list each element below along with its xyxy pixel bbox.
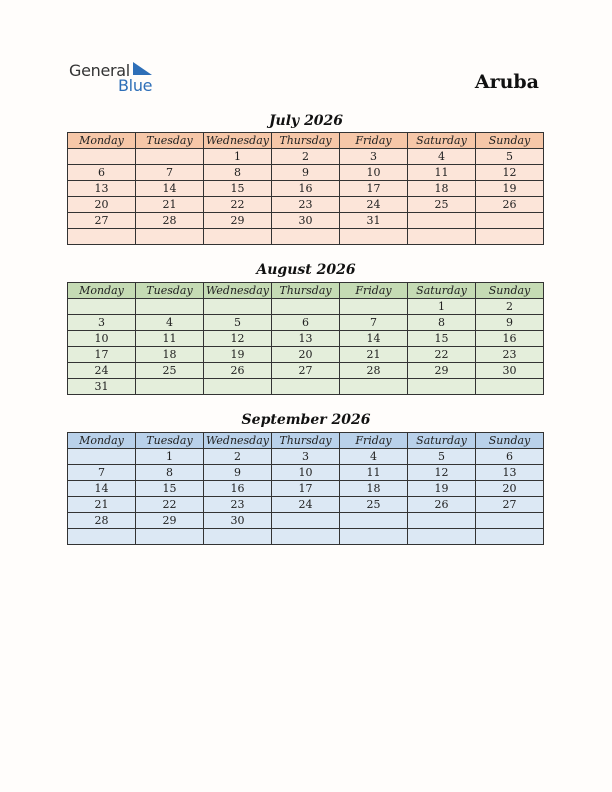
weekday-header: Sunday — [476, 283, 544, 299]
week-row — [68, 465, 544, 481]
day-cell: 18 — [408, 181, 476, 197]
weekday-header: Thursday — [272, 133, 340, 149]
day-cell: 20 — [476, 481, 544, 497]
day-cell: 3 — [272, 449, 340, 465]
day-cell: 27 — [272, 363, 340, 379]
day-cell: 10 — [68, 331, 136, 347]
day-cell — [340, 299, 408, 315]
day-cell: 1 — [408, 299, 476, 315]
week-row — [68, 481, 544, 497]
day-cell — [68, 299, 136, 315]
day-cell: 11 — [340, 465, 408, 481]
weekday-header: Thursday — [272, 283, 340, 299]
month-title-july: July 2026 — [268, 113, 344, 129]
day-cell — [272, 229, 340, 245]
day-cell: 12 — [476, 165, 544, 181]
day-cell: 21 — [68, 497, 136, 513]
day-cell: 29 — [408, 363, 476, 379]
day-cell — [340, 529, 408, 545]
day-cell — [68, 529, 136, 545]
day-cell — [408, 229, 476, 245]
day-cell — [408, 529, 476, 545]
day-cell: 7 — [68, 465, 136, 481]
day-cell: 30 — [204, 513, 272, 529]
day-cell — [136, 379, 204, 395]
day-cell: 10 — [340, 165, 408, 181]
weekday-header: Wednesday — [204, 133, 272, 149]
day-cell: 24 — [68, 363, 136, 379]
day-cell: 20 — [68, 197, 136, 213]
week-row — [68, 181, 544, 197]
day-cell — [136, 529, 204, 545]
day-cell — [136, 229, 204, 245]
day-cell: 27 — [476, 497, 544, 513]
day-cell: 9 — [476, 315, 544, 331]
day-cell: 28 — [136, 213, 204, 229]
day-cell: 14 — [136, 181, 204, 197]
day-cell: 9 — [272, 165, 340, 181]
day-cell: 1 — [136, 449, 204, 465]
day-cell: 30 — [476, 363, 544, 379]
day-cell: 2 — [204, 449, 272, 465]
logo-word-blue: Blue — [118, 76, 153, 95]
day-cell: 25 — [340, 497, 408, 513]
week-row — [68, 347, 544, 363]
day-cell: 13 — [68, 181, 136, 197]
week-row — [68, 331, 544, 347]
day-cell: 9 — [204, 465, 272, 481]
day-cell: 25 — [408, 197, 476, 213]
week-row — [68, 449, 544, 465]
day-cell: 16 — [204, 481, 272, 497]
day-cell: 28 — [68, 513, 136, 529]
day-cell: 22 — [408, 347, 476, 363]
day-cell — [68, 449, 136, 465]
day-cell: 30 — [272, 213, 340, 229]
day-cell — [340, 229, 408, 245]
day-cell: 22 — [136, 497, 204, 513]
month-title-august: August 2026 — [256, 262, 356, 278]
day-cell: 17 — [68, 347, 136, 363]
weekday-header: Tuesday — [136, 283, 204, 299]
day-cell: 11 — [408, 165, 476, 181]
weekday-header: Wednesday — [204, 433, 272, 449]
day-cell — [476, 229, 544, 245]
week-row — [68, 513, 544, 529]
day-cell: 26 — [476, 197, 544, 213]
calendar-august — [67, 282, 544, 395]
weekday-header: Sunday — [476, 433, 544, 449]
day-cell: 17 — [340, 181, 408, 197]
day-cell: 8 — [204, 165, 272, 181]
logo-word-general: General — [69, 61, 130, 80]
day-cell: 3 — [340, 149, 408, 165]
week-row — [68, 529, 544, 545]
day-cell: 6 — [272, 315, 340, 331]
day-cell — [476, 529, 544, 545]
day-cell — [204, 229, 272, 245]
day-cell: 11 — [136, 331, 204, 347]
calendar-september — [67, 432, 544, 545]
day-cell — [408, 513, 476, 529]
day-cell: 19 — [408, 481, 476, 497]
day-cell: 19 — [476, 181, 544, 197]
week-row — [68, 197, 544, 213]
day-cell: 23 — [272, 197, 340, 213]
day-cell: 13 — [476, 465, 544, 481]
day-cell: 13 — [272, 331, 340, 347]
day-cell: 5 — [408, 449, 476, 465]
day-cell: 4 — [340, 449, 408, 465]
day-cell: 10 — [272, 465, 340, 481]
week-row — [68, 315, 544, 331]
day-cell: 12 — [408, 465, 476, 481]
day-cell — [476, 513, 544, 529]
day-cell: 21 — [136, 197, 204, 213]
day-cell: 16 — [272, 181, 340, 197]
day-cell: 6 — [476, 449, 544, 465]
weekday-header: Saturday — [408, 283, 476, 299]
day-cell: 14 — [340, 331, 408, 347]
day-cell: 15 — [136, 481, 204, 497]
weekday-header: Tuesday — [136, 433, 204, 449]
day-cell — [340, 513, 408, 529]
day-cell — [272, 379, 340, 395]
week-row — [68, 299, 544, 315]
day-cell: 7 — [340, 315, 408, 331]
day-cell: 29 — [136, 513, 204, 529]
day-cell: 31 — [340, 213, 408, 229]
day-cell: 4 — [408, 149, 476, 165]
day-cell: 27 — [68, 213, 136, 229]
day-cell: 7 — [136, 165, 204, 181]
day-cell — [204, 529, 272, 545]
day-cell — [68, 229, 136, 245]
weekday-header: Friday — [340, 433, 408, 449]
week-row — [68, 149, 544, 165]
week-row — [68, 497, 544, 513]
day-cell: 24 — [340, 197, 408, 213]
day-cell: 15 — [408, 331, 476, 347]
day-cell: 24 — [272, 497, 340, 513]
weekday-header: Friday — [340, 283, 408, 299]
weekday-header: Monday — [68, 283, 136, 299]
day-cell: 31 — [68, 379, 136, 395]
day-cell: 4 — [136, 315, 204, 331]
day-cell: 8 — [136, 465, 204, 481]
day-cell — [272, 529, 340, 545]
day-cell — [68, 149, 136, 165]
day-cell — [204, 299, 272, 315]
day-cell: 21 — [340, 347, 408, 363]
day-cell: 12 — [204, 331, 272, 347]
weekday-header: Monday — [68, 433, 136, 449]
day-cell — [476, 379, 544, 395]
day-cell: 17 — [272, 481, 340, 497]
day-cell: 20 — [272, 347, 340, 363]
weekday-header: Thursday — [272, 433, 340, 449]
day-cell — [408, 379, 476, 395]
generalblue-logo — [69, 61, 159, 95]
weekday-header: Saturday — [408, 133, 476, 149]
day-cell: 16 — [476, 331, 544, 347]
day-cell: 2 — [272, 149, 340, 165]
day-cell: 23 — [204, 497, 272, 513]
day-cell: 26 — [204, 363, 272, 379]
day-cell — [340, 379, 408, 395]
day-cell: 8 — [408, 315, 476, 331]
week-row — [68, 379, 544, 395]
week-row — [68, 363, 544, 379]
day-cell: 5 — [204, 315, 272, 331]
weekday-header: Wednesday — [204, 283, 272, 299]
country-title: Aruba — [474, 71, 539, 93]
day-cell: 15 — [204, 181, 272, 197]
day-cell: 28 — [340, 363, 408, 379]
month-title-september: September 2026 — [241, 412, 371, 428]
day-cell — [136, 299, 204, 315]
weekday-header: Friday — [340, 133, 408, 149]
day-cell: 26 — [408, 497, 476, 513]
day-cell — [476, 213, 544, 229]
day-cell: 25 — [136, 363, 204, 379]
day-cell: 3 — [68, 315, 136, 331]
weekday-header: Tuesday — [136, 133, 204, 149]
day-cell: 5 — [476, 149, 544, 165]
day-cell: 6 — [68, 165, 136, 181]
day-cell — [136, 149, 204, 165]
day-cell — [408, 213, 476, 229]
weekday-header: Saturday — [408, 433, 476, 449]
calendar-july — [67, 132, 544, 245]
day-cell: 18 — [340, 481, 408, 497]
weekday-header: Sunday — [476, 133, 544, 149]
day-cell: 22 — [204, 197, 272, 213]
day-cell — [204, 379, 272, 395]
day-cell: 23 — [476, 347, 544, 363]
day-cell: 2 — [476, 299, 544, 315]
day-cell: 19 — [204, 347, 272, 363]
day-cell: 14 — [68, 481, 136, 497]
week-row — [68, 165, 544, 181]
day-cell: 18 — [136, 347, 204, 363]
day-cell — [272, 513, 340, 529]
weekday-header: Monday — [68, 133, 136, 149]
week-row — [68, 213, 544, 229]
day-cell: 29 — [204, 213, 272, 229]
week-row — [68, 229, 544, 245]
day-cell: 1 — [204, 149, 272, 165]
logo-triangle-icon — [133, 62, 153, 76]
day-cell — [272, 299, 340, 315]
